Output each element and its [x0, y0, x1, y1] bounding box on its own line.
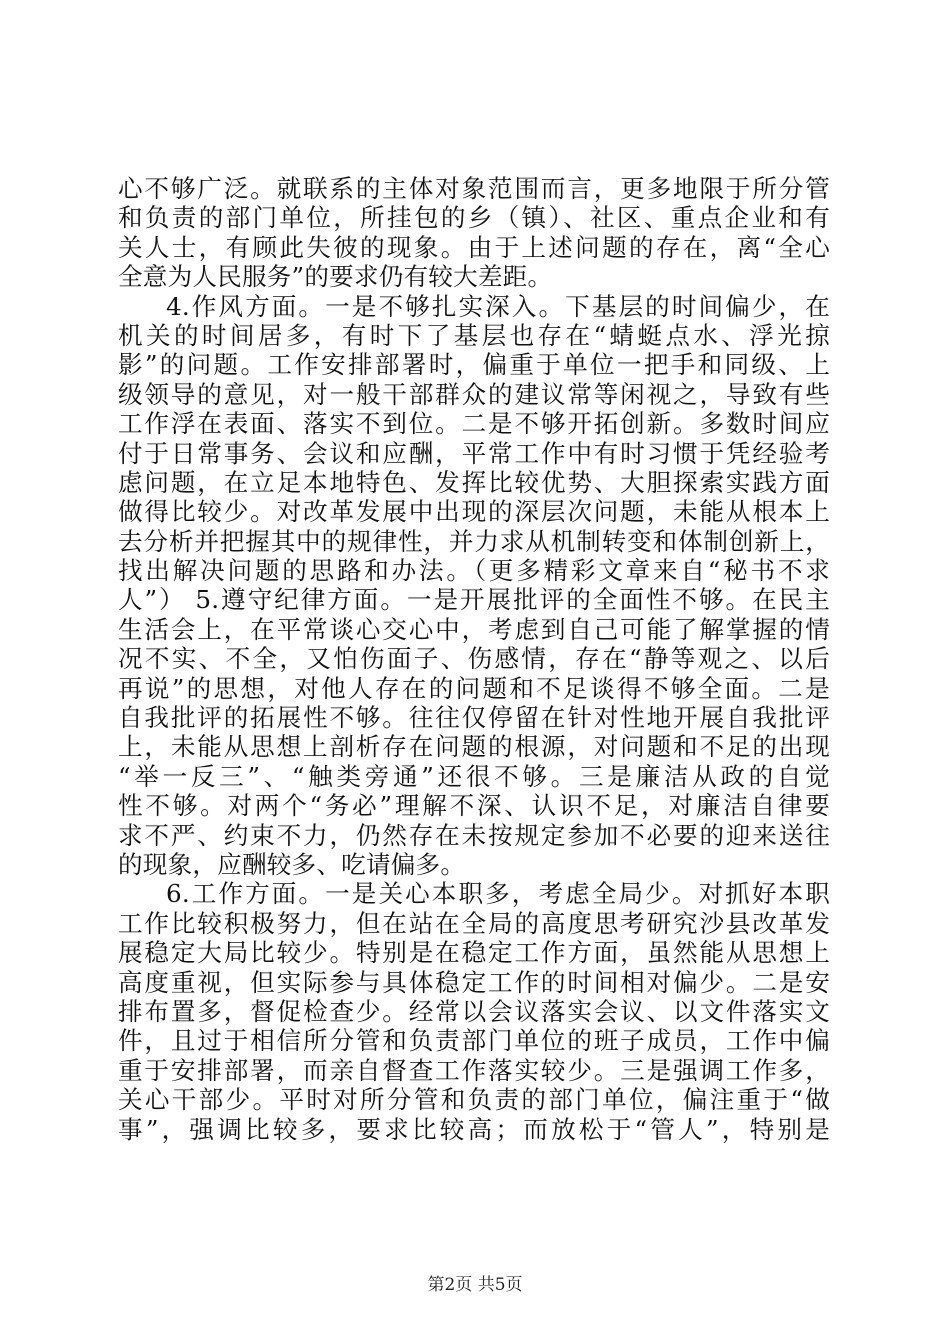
text-line: 机关的时间居多，有时下了基层也存在“蜻蜓点水、浮光掠	[118, 320, 830, 350]
text-line: 重于安排部署，而亲自督查工作落实较少。三是强调工作多，	[118, 1055, 830, 1085]
text-line: 事”，强调比较多，要求比较高；而放松于“管人”，特别是	[118, 1114, 830, 1144]
text-line: 求不严、约束不力，仍然存在未按规定参加不必要的迎来送往	[118, 820, 830, 850]
text-line: “举一反三”、“触类旁通”还很不够。三是廉洁从政的自觉	[118, 761, 830, 791]
page-number-footer: 第2页 共5页	[427, 1275, 523, 1295]
text-line: 再说”的思想，对他人存在的问题和不足谈得不够全面。二是	[118, 673, 830, 703]
text-line: 自我批评的拓展性不够。往往仅停留在针对性地开展自我批评	[118, 703, 830, 733]
text-line: 全意为人民服务”的要求仍有较大差距。	[118, 262, 553, 292]
text-line: 虑问题，在立足本地特色、发挥比较优势、大胆探索实践方面	[118, 467, 830, 497]
text-line: 级领导的意见，对一般干部群众的建议常等闲视之，导致有些	[118, 379, 830, 409]
text-line: 和负责的部门单位，所挂包的乡（镇）、社区、重点企业和有	[118, 203, 830, 233]
document-body	[118, 174, 830, 1144]
text-line: 排布置多，督促检查少。经常以会议落实会议、以文件落实文	[118, 996, 830, 1026]
text-line: 关心干部少。平时对所分管和负责的部门单位，偏注重于“做	[118, 1085, 830, 1115]
text-line: 件，且过于相信所分管和负责部门单位的班子成员，工作中偏	[118, 1026, 830, 1056]
text-line: 付于日常事务、会议和应酬，平常工作中有时习惯于凭经验考	[118, 438, 830, 468]
text-line: 况不实、不全，又怕伤面子、伤感情，存在“静等观之、以后	[118, 644, 830, 674]
text-line: 工作浮在表面、落实不到位。二是不够开拓创新。多数时间应	[118, 409, 830, 439]
text-line: 做得比较少。对改革发展中出现的深层次问题，未能从根本上	[118, 497, 830, 527]
text-line: 工作比较积极努力，但在站在全局的高度思考研究沙县改革发	[118, 908, 830, 938]
paragraph-start-line: 4.作风方面。一是不够扎实深入。下基层的时间偏少，在	[166, 291, 830, 321]
text-line: 的现象，应酬较多、吃请偏多。	[118, 849, 466, 879]
text-line: 上，未能从思想上剖析存在问题的根源，对问题和不足的出现	[118, 732, 830, 762]
text-line: 生活会上，在平常谈心交心中，考虑到自己可能了解掌握的情	[118, 614, 830, 644]
text-line: 影”的问题。工作安排部署时，偏重于单位一把手和同级、上	[118, 350, 830, 380]
text-line: 性不够。对两个“务必”理解不深、认识不足，对廉洁自律要	[118, 791, 830, 821]
text-line: 高度重视，但实际参与具体稳定工作的时间相对偏少。二是安	[118, 967, 830, 997]
text-line: 找出解决问题的思路和办法。（更多精彩文章来自“秘书不求	[118, 556, 830, 586]
text-line: 展稳定大局比较少。特别是在稳定工作方面，虽然能从思想上	[118, 938, 830, 968]
text-line: 心不够广泛。就联系的主体对象范围而言，更多地限于所分管	[118, 174, 830, 203]
text-line: 人”） 5.遵守纪律方面。一是开展批评的全面性不够。在民主	[118, 585, 830, 615]
text-line: 去分析并把握其中的规律性，并力求从机制转变和体制创新上，	[118, 526, 830, 556]
paragraph-start-line: 6.工作方面。一是关心本职多，考虑全局少。对抓好本职	[166, 879, 830, 909]
text-line: 关人士，有顾此失彼的现象。由于上述问题的存在，离“全心	[118, 232, 830, 262]
